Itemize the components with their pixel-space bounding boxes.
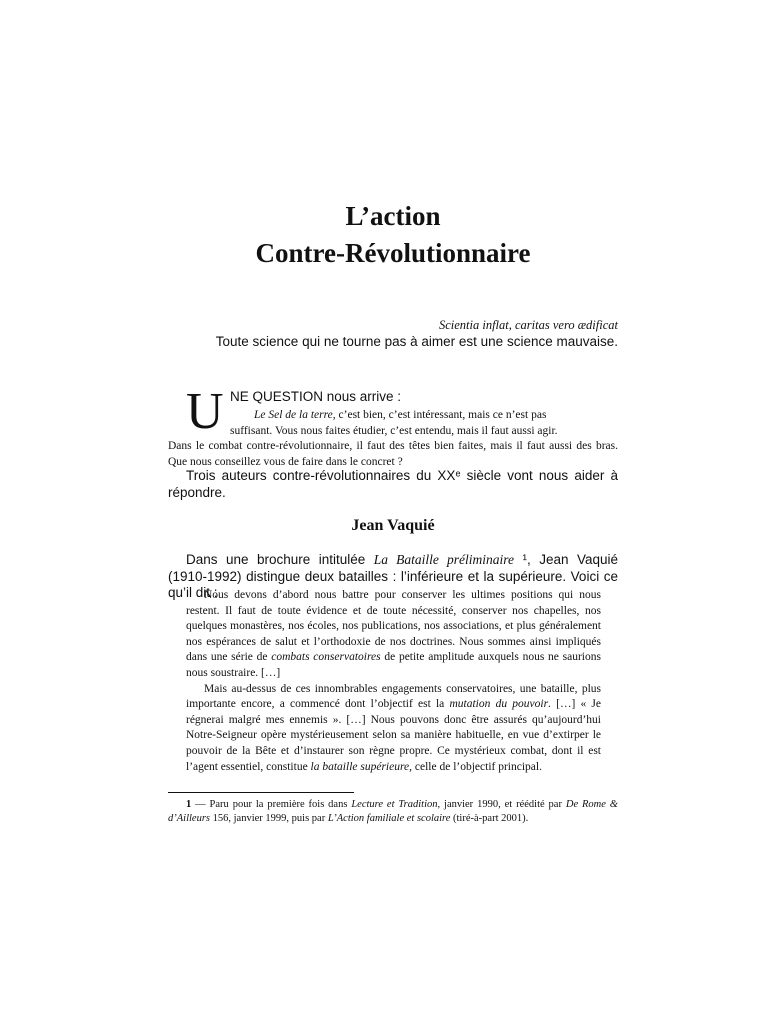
epigraph-french: Toute science qui ne tourne pas à aimer est une science mauvaise. — [215, 334, 618, 349]
paragraph-brochure: Dans une brochure intitulée La Bataille préliminaire ¹, Jean Vaquié (1910-1992) distingue deux batailles : l’inférieure et la supérieure. Voici ce qu’il dit : — [168, 552, 619, 600]
footnote: 1 — Paru pour la première fois dans Lecture et Tradition, janvier 1990, et réédité par De Rome & d’Ailleurs 156, janvier 1999, puis par L’Action familiale et scolaire (tiré-à-part 2001). — [168, 799, 618, 824]
intro-heading: NE QUESTION nous arrive : — [230, 389, 402, 404]
epigraph — [168, 317, 618, 351]
block-quote-paragraph-2: Mais au-dessus de ces innombrables engagements conservatoires, une bataille, plus importante encore, a commencé dont l’objectif est la mutation du pouvoir. […] « Je régnerai malgré mes ennemis ». […] Nous pouvons donc être assurés qu’aujourd’hui Notre-Seigneur opère mystérieusement selon sa manière habituelle, en vue d’extirper le pouvoir de la Bête et d’instaurer son règne propre. Ce mystérieux combat, dont il est l’agent essentiel, constitue la bataille supérieure, celle de l’objectif principal. — [186, 682, 601, 773]
block-quote-paragraph-1: Nous devons d’abord nous battre pour conserver les ultimes positions qui nous restent. Il faut de toute évidence et de toute nécessité, conserver nos chapelles, nos quelques monastères, nos écoles, nos publications, nos associations, et plus généralement nos espérances de salut et l’orthodoxie de nos doctrines. Nous sommes ainsi impliqués dans une série de combats conservatoires de petite amplitude auxquels nous ne saurions nous soustraire. […] — [186, 589, 601, 679]
drop-cap: U — [186, 383, 224, 440]
page-title-line1: L’action — [345, 201, 441, 231]
footnote-ref[interactable]: ¹ — [514, 552, 527, 567]
intro-quote-line1: Le Sel de la terre, c’est bien, c’est intéressant, mais ce n’est pas — [254, 409, 547, 421]
paragraph-trois-auteurs: Trois auteurs contre-révolutionnaires du XXᵉ siècle vont nous aider à répondre. — [168, 468, 618, 500]
intro-quote-line2: suffisant. Vous nous faites étudier, c’est entendu, mais il faut aussi agir. — [230, 424, 558, 437]
journal-title: Le Sel de la terre — [254, 409, 333, 421]
intro-quote-line3: Dans le combat contre-révolutionnaire, il faut des têtes bien faites, mais il faut aussi des bras. Que nous conseillez vous de faire dans le concret ? — [168, 440, 618, 468]
brochure-title: La Bataille préliminaire — [373, 552, 514, 567]
section-heading: Jean Vaquié — [351, 517, 435, 534]
page-title-line2: Contre-Révolutionnaire — [255, 238, 531, 268]
intro-question-quote — [168, 408, 618, 470]
footnote-divider — [168, 792, 354, 793]
footnote-number: 1 — [186, 799, 192, 810]
epigraph-latin: Scientia inflat, caritas vero ædificat — [438, 318, 618, 332]
block-quote — [186, 588, 601, 775]
